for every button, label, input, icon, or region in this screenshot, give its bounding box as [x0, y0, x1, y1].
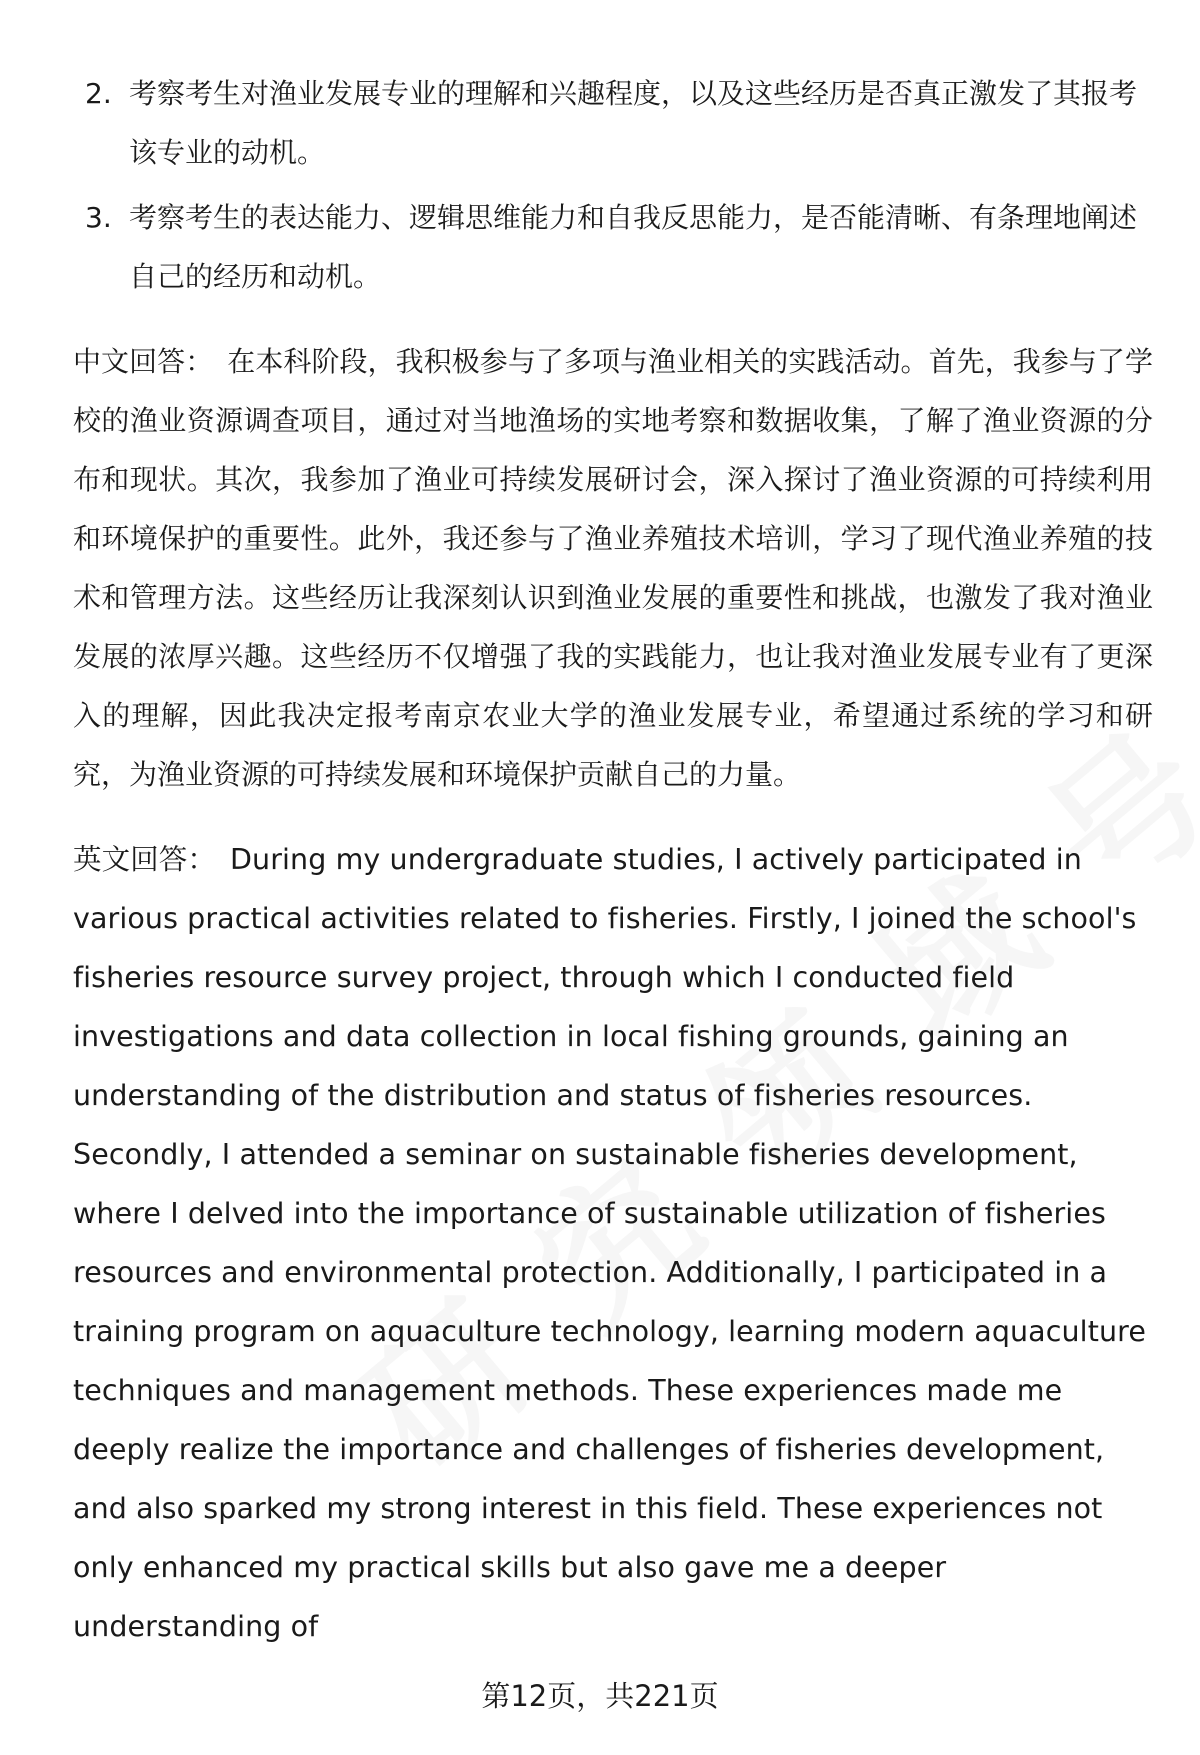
list-item-text: 考察考生的表达能力、逻辑思维能力和自我反思能力，是否能清晰、有条理地阐述自己的经历和动机。: [129, 201, 1138, 293]
list-item-number: 2.: [85, 77, 112, 110]
list-item-text: 考察考生对渔业发展专业的理解和兴趣程度，以及这些经历是否真正激发了其报考该专业的动机。: [129, 77, 1138, 169]
english-answer-paragraph: [73, 830, 1153, 1656]
chinese-answer-label: 中文回答：: [73, 345, 214, 378]
list-item: [73, 64, 1153, 182]
chinese-answer-text: 在本科阶段，我积极参与了多项与渔业相关的实践活动。首先，我参与了学校的渔业资源调查项目，通过对当地渔场的实地考察和数据收集，了解了渔业资源的分布和现状。其次，我参加了渔业可持续发展研讨会，深入探讨了渔业资源的可持续利用和环境保护的重要性。此外，我还参与了渔业养殖技术培训，学习了现代渔业养殖的技术和管理方法。这些经历让我深刻认识到渔业发展的重要性和挑战，也激发了我对渔业发展的浓厚兴趣。这些经历不仅增强了我的实践能力，也让我对渔业发展专业有了更深入的理解，因此我决定报考南京农业大学的渔业发展专业，希望通过系统的学习和研究，为渔业资源的可持续发展和环境保护贡献自己的力量。: [73, 345, 1153, 791]
page-number: 第12页，共221页: [481, 1679, 719, 1713]
criteria-list: [73, 64, 1153, 306]
page-content: [73, 64, 1153, 1656]
english-answer-label: 英文回答：: [73, 843, 217, 876]
list-item-number: 3.: [85, 201, 112, 234]
list-item: [73, 188, 1153, 306]
chinese-answer-paragraph: [73, 332, 1153, 804]
english-answer-text: During my undergraduate studies, I actively participated in various practical activities related to fisheries. Firstly, I joined the school's fisheries resource survey project, through which I conducted field investigations and data collection in local fishing grounds, gaining an understanding of the distribution and status of fisheries resources. Secondly, I attended a seminar on sustainable fisheries development, where I delved into the importance of sustainable utilization of fisheries resources and environmental protection. Additionally, I participated in a training program on aquaculture technology, learning modern aquaculture techniques and management methods. These experiences made me deeply realize the importance and challenges of fisheries development, and also sparked my strong interest in this field. These experiences not only enhanced my practical skills but also gave me a deeper understanding of: [73, 843, 1146, 1643]
